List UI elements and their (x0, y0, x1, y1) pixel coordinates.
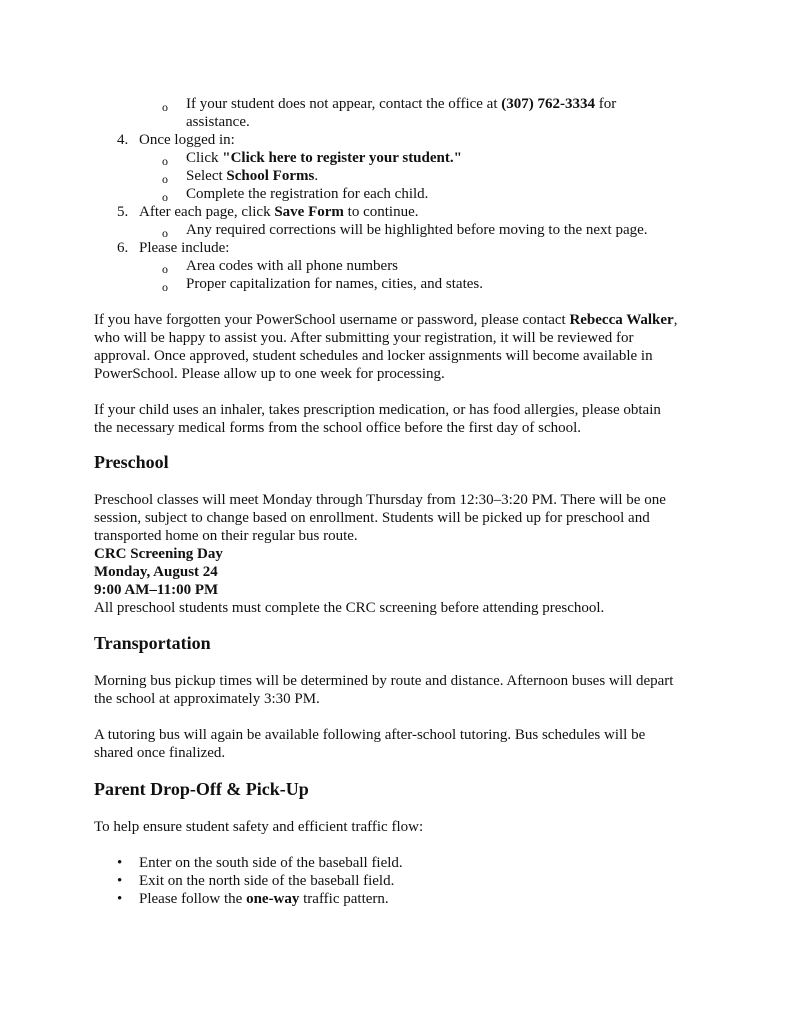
dropoff-item-1: Enter on the south side of the baseball field. (139, 855, 403, 871)
bullet-marker: • (117, 855, 123, 871)
medical-line-1: If your child uses an inhaler, takes prescription medication, or has food allergies, please obtain (94, 402, 661, 418)
sub-item-no-student: If your student does not appear, contact the office at (307) 762-3334 for (186, 96, 617, 112)
sub-bullet-marker: o (162, 190, 168, 204)
step-number: 5. (117, 204, 129, 220)
step-number: 6. (117, 240, 129, 256)
step-4-sub-2: Select School Forms. (186, 168, 319, 184)
dropoff-item-2: Exit on the north side of the baseball field. (139, 873, 395, 889)
forgot-line-1: If you have forgotten your PowerSchool username or password, please contact Rebecca Walker, (94, 312, 678, 328)
sub-bullet-marker: o (162, 154, 168, 168)
sub-bullet-marker: o (162, 226, 168, 240)
preschool-line-3: transported home on their regular bus route. (94, 528, 358, 544)
office-phone: (307) 762-3334 (501, 96, 596, 112)
step-6-text: Please include: (139, 240, 230, 256)
sub-bullet-marker: o (162, 280, 168, 294)
dropoff-item-3: Please follow the one-way traffic pattern. (139, 891, 389, 907)
bullet-marker: • (117, 873, 123, 889)
event-title: CRC Screening Day (94, 546, 223, 562)
transportation-p1-line-1: Morning bus pickup times will be determined by route and distance. Afternoon buses will depart (94, 673, 674, 689)
sub-item-no-student-cont: assistance. (186, 114, 250, 130)
step-4-sub-3: Complete the registration for each child. (186, 186, 429, 202)
sub-bullet-marker: o (162, 172, 168, 186)
step-4-sub-1: Click "Click here to register your student." (186, 150, 462, 166)
transportation-p2-line-1: A tutoring bus will again be available following after-school tutoring. Bus schedules will be (94, 727, 646, 743)
sub-bullet-marker: o (162, 100, 168, 114)
forgot-line-2: who will be happy to assist you. After submitting your registration, it will be reviewed for (94, 330, 634, 346)
event-time: 9:00 AM–11:00 PM (94, 582, 219, 598)
step-number: 4. (117, 132, 129, 148)
preschool-line-1: Preschool classes will meet Monday through Thursday from 12:30–3:20 PM. There will be one (94, 492, 666, 508)
step-5-text: After each page, click Save Form to continue. (139, 204, 419, 220)
dropoff-intro: To help ensure student safety and efficient traffic flow: (94, 819, 424, 835)
preschool-heading: Preschool (94, 452, 169, 472)
step-6-sub-1: Area codes with all phone numbers (186, 258, 399, 274)
preschool-line-2: session, subject to change based on enrollment. Students will be picked up for preschool and (94, 510, 650, 526)
dropoff-heading: Parent Drop-Off & Pick-Up (94, 779, 309, 799)
medical-line-2: the necessary medical forms from the school office before the first day of school. (94, 420, 582, 436)
transportation-heading: Transportation (94, 633, 211, 653)
transportation-p1-line-2: the school at approximately 3:30 PM. (94, 691, 320, 707)
event-date: Monday, August 24 (94, 564, 218, 580)
transportation-p2-line-2: shared once finalized. (94, 745, 226, 761)
bullet-marker: • (117, 891, 123, 907)
forgot-line-4: PowerSchool. Please allow up to one week for processing. (94, 366, 445, 382)
contact-name: Rebecca Walker (569, 312, 674, 328)
forgot-line-3: approval. Once approved, student schedules and locker assignments will become available in (94, 348, 653, 364)
sub-bullet-marker: o (162, 262, 168, 276)
step-5-sub-1: Any required corrections will be highlighted before moving to the next page. (186, 222, 648, 238)
preschool-note: All preschool students must complete the CRC screening before attending preschool. (94, 600, 605, 616)
step-6-sub-2: Proper capitalization for names, cities, and states. (186, 276, 483, 292)
step-4-text: Once logged in: (139, 132, 235, 148)
